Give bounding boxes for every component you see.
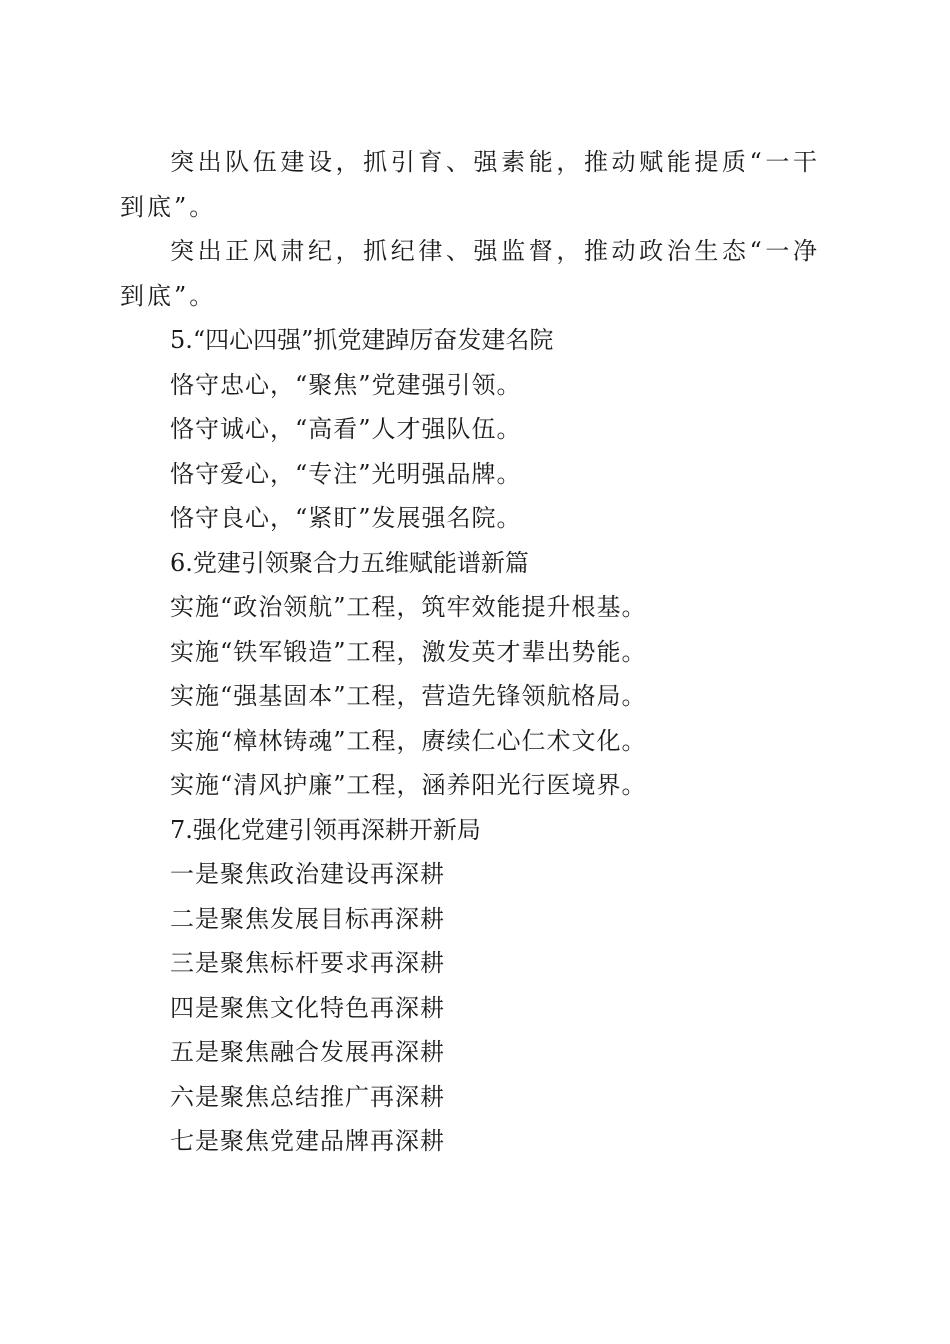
section-6-item: 实施“强基固本”工程，营造先锋领航格局。 [170,682,647,710]
section-7-item: 四是聚焦文化特色再深耕 [170,993,445,1022]
section-7-item: 六是聚焦总结推广再深耕 [170,1082,445,1111]
section-5-heading: 5.“四心四强”抓党建踔厉奋发建名院 [170,326,554,354]
section-6-item: 实施“铁军锻造”工程，激发英才辈出势能。 [170,637,647,666]
section-5-item: 恪守诚心，“高看”人才强队伍。 [170,415,522,443]
section-7-heading: 7.强化党建引领再深耕开新局 [170,815,481,844]
section-5-item: 恪守忠心，“聚焦”党建强引领。 [170,370,522,399]
section-7-item: 一是聚焦政治建设再深耕 [170,860,445,888]
section-6-item: 实施“政治领航”工程，筑牢效能提升根基。 [170,593,647,621]
section-7-item: 五是聚焦融合发展再深耕 [170,1038,445,1066]
section-6-item: 实施“樟林铸魂”工程，赓续仁心仁术文化。 [170,726,647,755]
paragraph-team-building: 突出队伍建设，抓引育、强素能，推动赋能提质“一干到底”。 [120,148,820,221]
section-7-item: 三是聚焦标杆要求再深耕 [170,949,445,977]
section-5-item: 恪守良心，“紧盯”发展强名院。 [170,504,522,532]
section-6-heading: 6.党建引领聚合力五维赋能谱新篇 [170,548,529,577]
section-7-item: 二是聚焦发展目标再深耕 [170,904,445,933]
section-5-item: 恪守爱心，“专注”光明强品牌。 [170,459,522,488]
section-6-item: 实施“清风护廉”工程，涵养阳光行医境界。 [170,771,647,799]
paragraph-discipline: 突出正风肃纪，抓纪律、强监督，推动政治生态“一净到底”。 [120,237,820,310]
document-page [120,140,820,1164]
section-7-item: 七是聚焦党建品牌再深耕 [170,1127,445,1155]
